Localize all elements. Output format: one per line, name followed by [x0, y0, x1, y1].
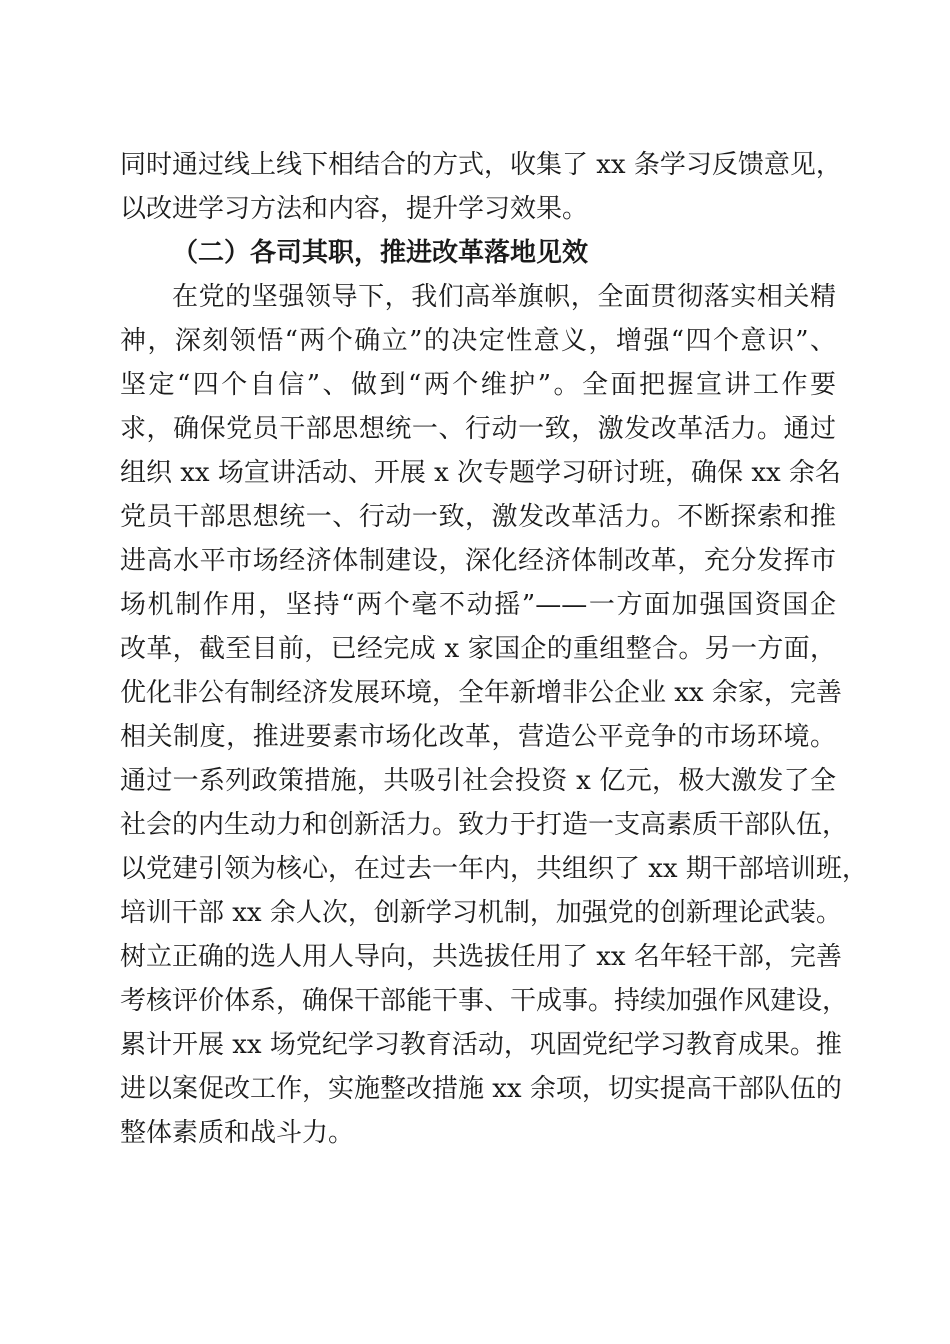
paragraph-line: 树立正确的选人用人导向，共选拔任用了 xx 名年轻干部，完善	[120, 942, 842, 972]
paragraph-line: 以改进学习方法和内容，提升学习效果。	[120, 194, 589, 224]
paragraph-line: 考核评价体系，确保干部能干事、干成事。持续加强作风建设，	[120, 986, 849, 1016]
paragraph-line: 以党建引领为核心，在过去一年内，共组织了 xx 期干部培训班，	[120, 854, 868, 884]
paragraph-line: 组织 xx 场宣讲活动、开展 x 次专题学习研讨班，确保 xx 余名	[120, 458, 841, 488]
section-heading: （二）各司其职，推进改革落地见效	[172, 238, 589, 268]
paragraph-line: 累计开展 xx 场党纪学习教育活动，巩固党纪学习教育成果。推	[120, 1030, 842, 1060]
paragraph-line: 整体素质和战斗力。	[120, 1118, 355, 1148]
paragraph-line: 场机制作用，坚持“两个毫不动摇”——一方面加强国资国企	[120, 590, 836, 620]
paragraph-line: 神，深刻领悟“两个确立”的决定性意义，增强“四个意识”、	[120, 326, 836, 356]
paragraph-line: 党员干部思想统一、行动一致，激发改革活力。不断探索和推	[120, 502, 836, 532]
paragraph-line: 同时通过线上线下相结合的方式，收集了 xx 条学习反馈意见，	[120, 150, 842, 180]
paragraph-line: 求，确保党员干部思想统一、行动一致，激发改革活力。通过	[120, 414, 836, 444]
paragraph-line: 进以案促改工作，实施整改措施 xx 余项，切实提高干部队伍的	[120, 1074, 842, 1104]
paragraph-line: 社会的内生动力和创新活力。致力于打造一支高素质干部队伍，	[120, 810, 849, 840]
paragraph-line: 培训干部 xx 余人次，创新学习机制，加强党的创新理论武装。	[120, 898, 842, 928]
paragraph-line: 优化非公有制经济发展环境，全年新增非公企业 xx 余家，完善	[120, 678, 842, 708]
paragraph-line: 进高水平市场经济体制建设，深化经济体制改革，充分发挥市	[120, 546, 836, 576]
paragraph-line: 坚定“四个自信”、做到“两个维护”。全面把握宣讲工作要	[120, 370, 836, 400]
paragraph-line: 改革，截至目前，已经完成 x 家国企的重组整合。另一方面，	[120, 634, 836, 664]
paragraph-line: 在党的坚强领导下，我们高举旗帜，全面贯彻落实相关精	[172, 282, 836, 312]
paragraph-line: 相关制度，推进要素市场化改革，营造公平竞争的市场环境。	[120, 722, 836, 752]
paragraph-line: 通过一系列政策措施，共吸引社会投资 x 亿元，极大激发了全	[120, 766, 836, 796]
